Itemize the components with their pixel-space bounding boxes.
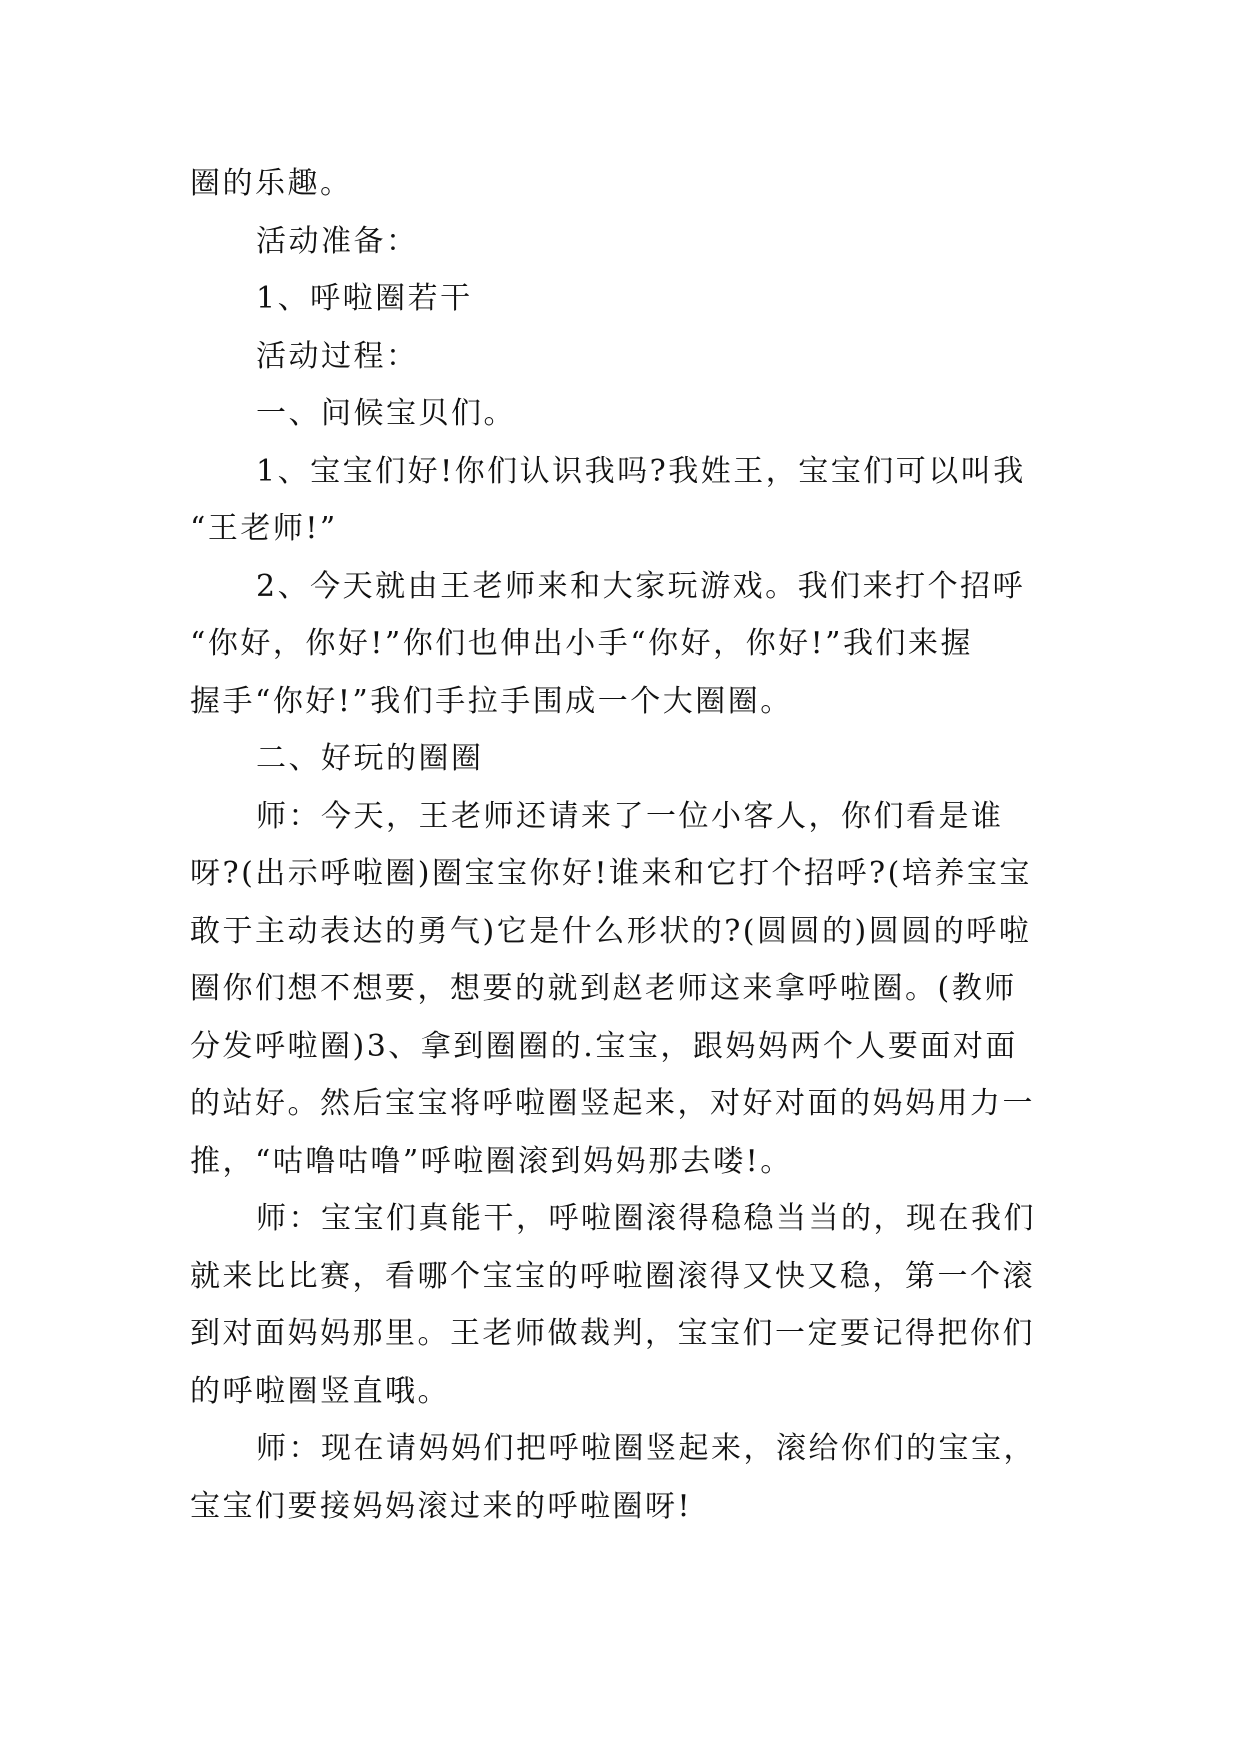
paragraph-line: 敢于主动表达的勇气)它是什么形状的?(圆圆的)圆圆的呼啦 — [190, 913, 1032, 949]
paragraph-line: 活动准备： — [256, 223, 419, 259]
paragraph-line: “你好，你好!”你们也伸出小手“你好，你好!”我们来握 — [190, 626, 973, 661]
paragraph-line: 1、宝宝们好!你们认识我吗?我姓王，宝宝们可以叫我 — [256, 453, 1026, 489]
paragraph-line: 到对面妈妈那里。王老师做裁判，宝宝们一定要记得把你们 — [190, 1316, 1035, 1351]
paragraph-line: 一、问候宝贝们。 — [256, 396, 516, 431]
paragraph-line: 师：今天，王老师还请来了一位小客人，你们看是谁 — [256, 798, 1004, 834]
paragraph-line: 师：现在请妈妈们把呼啦圈竖起来，滚给你们的宝宝， — [256, 1431, 1036, 1466]
paragraph-line: 活动过程： — [256, 338, 419, 374]
paragraph-line: 师：宝宝们真能干，呼啦圈滚得稳稳当当的，现在我们 — [256, 1201, 1036, 1236]
paragraph-line: 二、好玩的圈圈 — [256, 741, 484, 776]
paragraph-line: 圈你们想不想要，想要的就到赵老师这来拿呼啦圈。(教师 — [190, 971, 1017, 1006]
paragraph-line: 2、今天就由王老师来和大家玩游戏。我们来打个招呼 — [256, 568, 1026, 604]
paragraph-line: 握手“你好!”我们手拉手围成一个大圈圈。 — [190, 683, 793, 719]
paragraph-line: 呀?(出示呼啦圈)圈宝宝你好!谁来和它打个招呼?(培养宝宝 — [190, 856, 1032, 891]
paragraph-line: 圈的乐趣。 — [190, 166, 353, 201]
paragraph-line: 的呼啦圈竖直哦。 — [190, 1373, 450, 1409]
paragraph-line: 推，“咕噜咕噜”呼啦圈滚到妈妈那去喽!。 — [190, 1143, 793, 1179]
paragraph-line: 1、呼啦圈若干 — [256, 281, 473, 316]
paragraph-line: “王老师!” — [190, 511, 338, 546]
paragraph-line: 宝宝们要接妈妈滚过来的呼啦圈呀! — [190, 1488, 693, 1524]
paragraph-line: 就来比比赛，看哪个宝宝的呼啦圈滚得又快又稳，第一个滚 — [190, 1258, 1035, 1294]
paragraph-line: 分发呼啦圈)3、拿到圈圈的.宝宝，跟妈妈两个人要面对面 — [190, 1028, 1018, 1064]
paragraph-line: 的站好。然后宝宝将呼啦圈竖起来，对好对面的妈妈用力一 — [190, 1086, 1035, 1121]
document-body — [190, 155, 1050, 1535]
